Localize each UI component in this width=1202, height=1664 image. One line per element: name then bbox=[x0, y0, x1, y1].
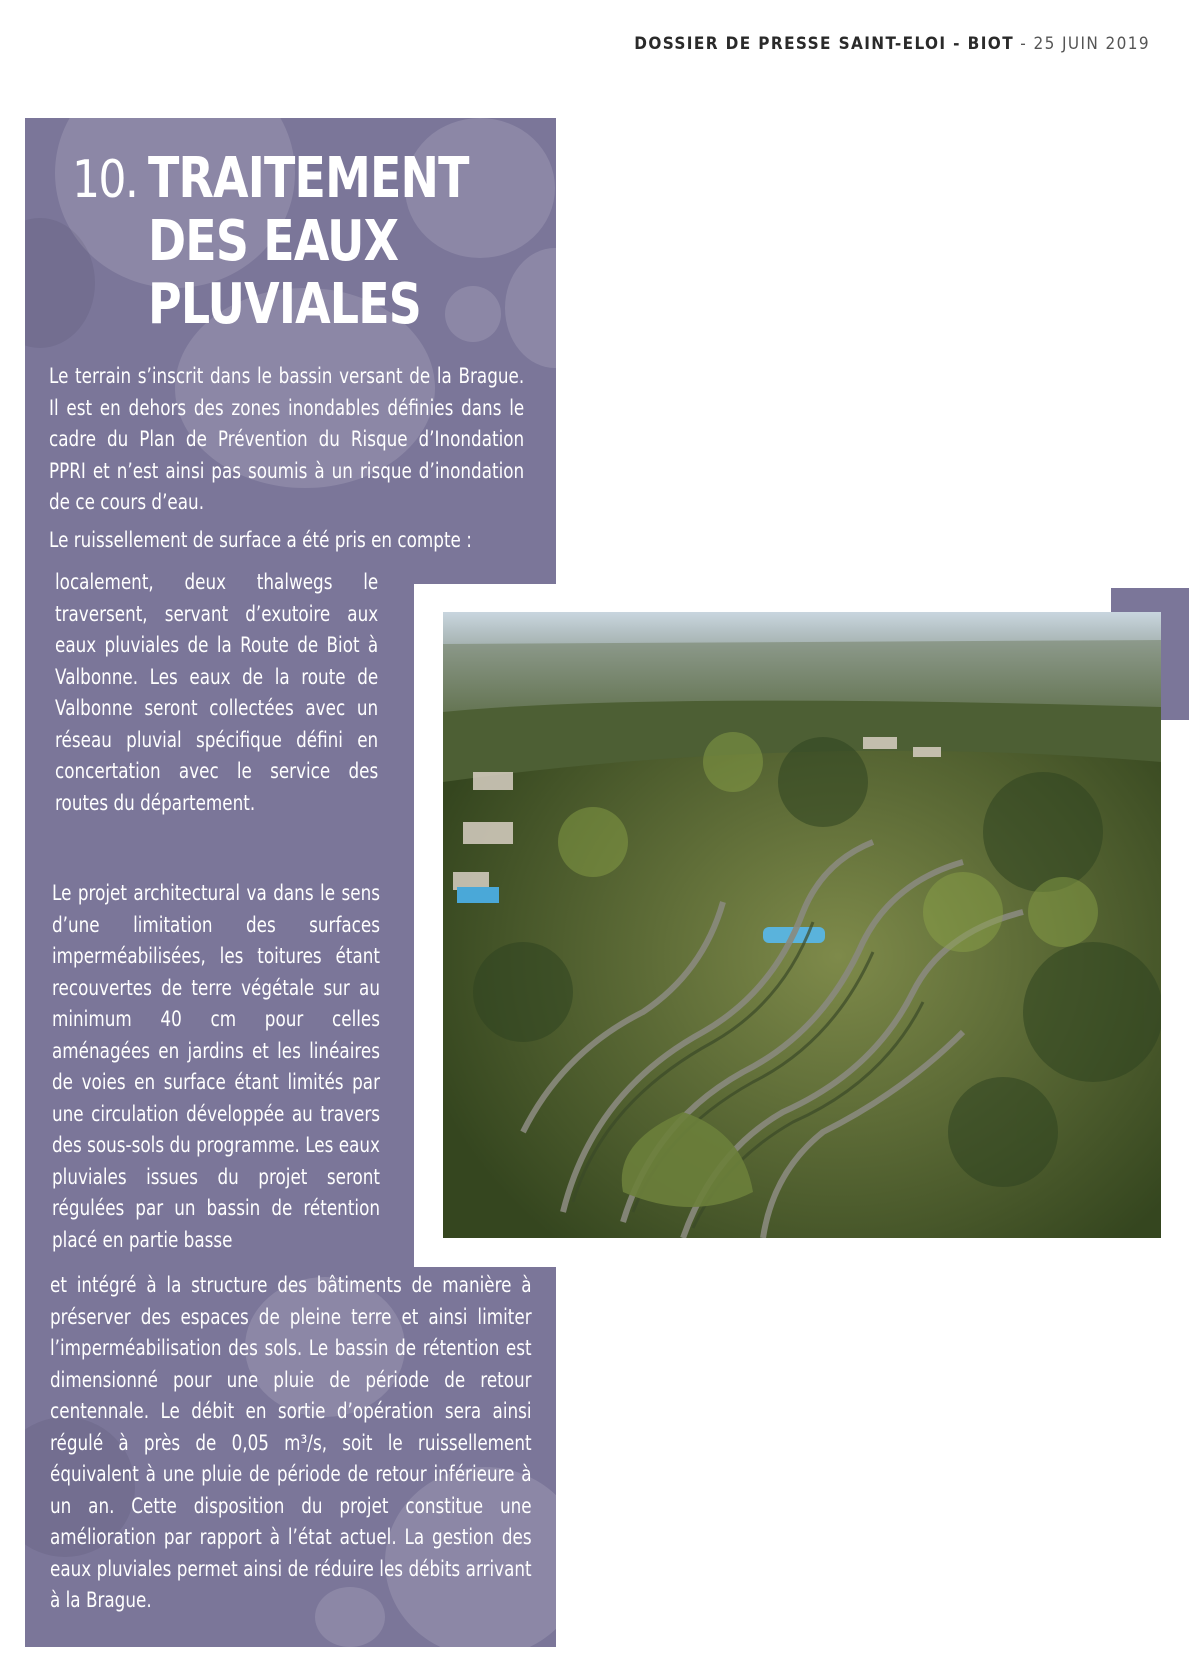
page-header bbox=[634, 34, 1150, 54]
header-title: DOSSIER DE PRESSE SAINT-ELOI - BIOT bbox=[634, 34, 1015, 54]
title-line-1: TRAITEMENT bbox=[148, 146, 469, 211]
header-date: - 25 JUIN 2019 bbox=[1014, 34, 1150, 54]
title-line-2: DES EAUX bbox=[148, 209, 399, 274]
section-number: 10. bbox=[72, 150, 138, 210]
decor-blob bbox=[445, 286, 501, 342]
decor-blob bbox=[505, 248, 556, 368]
paragraph-thalwegs: localement, deux thalwegs le traversent, servant d’exutoire aux eaux pluviales de la Route de Biot à Valbonne. Les eaux de la route de Valbonne seront collectées avec un réseau pluvial spécifique défini en concertation avec le service des routes du département. bbox=[55, 570, 379, 815]
paragraph-projet: Le projet architectural va dans le sens d’une limitation des surfaces imperméabilisées, les toitures étant recouvertes de terre végétale sur au minimum 40 cm pour celles aménagées en jardins et les linéaires de voies en surface étant limités par une circulation développée au travers des sous-sols du programme. Les eaux pluviales issues du projet seront régulées par un bassin de rétention placé en partie basse bbox=[52, 881, 380, 1252]
aerial-photo bbox=[443, 612, 1161, 1238]
paragraph-ruissellement: Le ruissellement de surface a été pris en compte : bbox=[49, 528, 472, 552]
title-line-3: PLUVIALES bbox=[148, 272, 422, 337]
paragraph-intro: Le terrain s’inscrit dans le bassin versant de la Brague. Il est en dehors des zones inondables définies dans le cadre du Plan de Prévention du Risque d’Inondation PPRI et n’est ainsi pas soumis à un risque d’inondation de ce cours d’eau. bbox=[49, 364, 525, 514]
paragraph-suite: et intégré à la structure des bâtiments de manière à préserver des espaces de pleine terre et ainsi limiter l’imperméabilisation des sols. Le bassin de rétention est dimensionné pour une pluie de période de retour centennale. Le débit en sortie d’opération sera ainsi régulé à près de 0,05 m³/s, soit le ruissellement équivalent à une pluie de période de retour inférieure à un an. Cette disposition du projet constitue une amélioration par rapport à l’état actuel. La gestion des eaux pluviales permet ainsi de réduire les débits arrivant à la Brague. bbox=[50, 1273, 532, 1612]
